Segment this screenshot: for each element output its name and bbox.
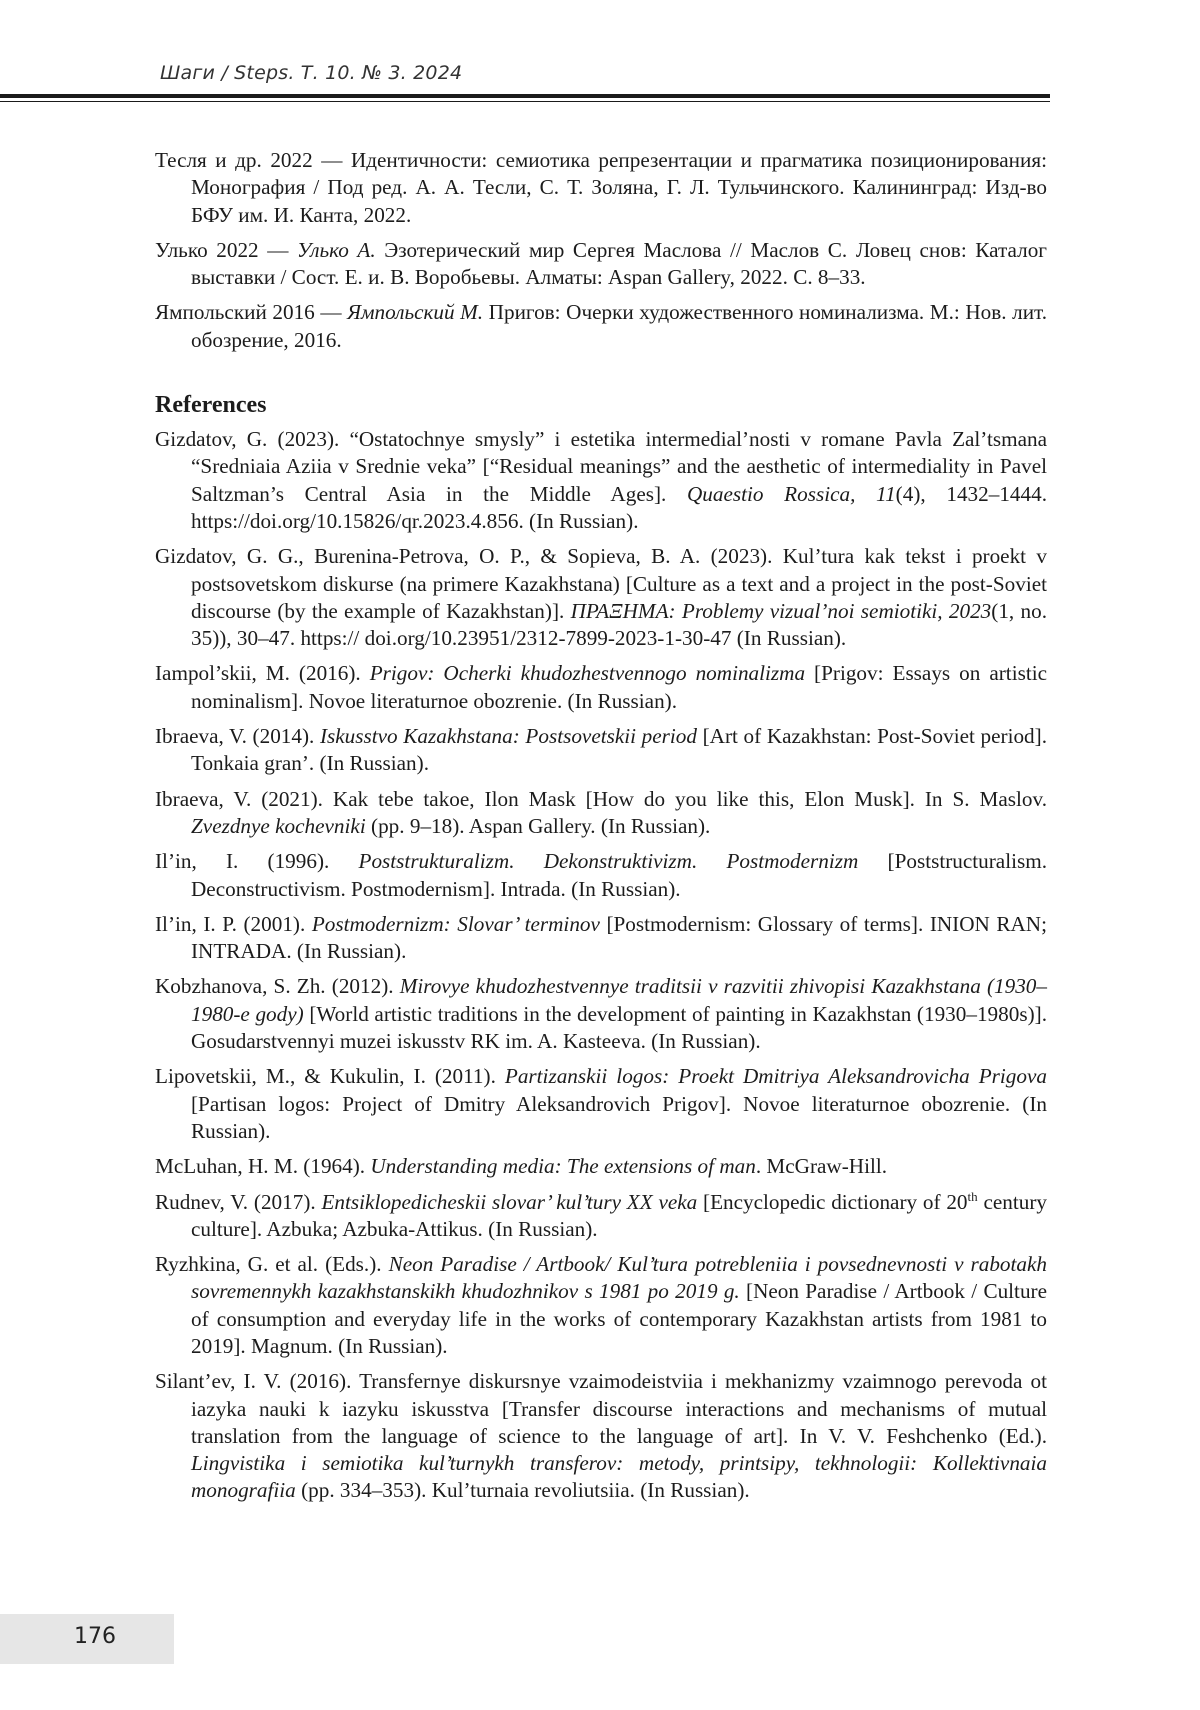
reference-text: (1, no. 35)), 30–47. https:// doi.org/10.23951/2312-7899-2023-1-30-47 (In Russian).	[191, 598, 1047, 651]
reference-text: Gizdatov, G. (2023). “Ostatochnye smysly” i estetika intermedial’nosti v romane Pavla Zal’tsmana “Sredniaia Aziia v Srednie veka” [“Residual meanings” and the aesthetic of intermediality in Pavel Saltzman’s Central Asia in the Middle Ages].	[155, 427, 1047, 506]
reference-title-italic: Iskusstvo Kazakhstana: Postsovetskii period	[319, 724, 697, 749]
reference-text: Тесля и др. 2022 — Идентичности: семиотика репрезентации и прагматика позиционирования: Монография / Под ред. А. А. Тесли, С. Т. Золяна, Г. Л. Тульчинского. Калининград: Изд-во БФУ им. И. Канта, 2022.	[155, 148, 1047, 227]
reference-text: Эзотерический мир Сергея Маслова // Маслов С. Ловец снов: Каталог выставки / Сост. Е. и. В. Воробьевы. Алматы: Aspan Gallery, 2022. С. 8–33.	[191, 237, 1047, 290]
reference-text: century culture]. Azbuka; Azbuka-Attikus. (In Russian).	[191, 1189, 1047, 1241]
russian-reference-entry	[155, 147, 1047, 229]
reference-text: (4), 1432–1444. https://doi.org/10.15826/qr.2023.4.856. (In Russian).	[191, 481, 1047, 533]
reference-entry	[155, 426, 1047, 535]
reference-text: Gizdatov, G. G., Burenina-Petrova, O. P., & Sopieva, B. A. (2023). Kul’tura kak tekst i proekt v postsovetskom diskurse (na primere Kazakhstana) [Culture as a text and a project in the post-Soviet discourse (by the example of Kazakhstan)].	[155, 544, 1047, 623]
reference-title-italic: ΠΡΑΞΗΜΑ: Problemy vizual’noi semiotiki, 2023	[570, 598, 992, 623]
running-head: Шаги / Steps. Т. 10. № 3. 2024	[160, 62, 463, 84]
reference-title-italic: Poststrukturalizm. Dekonstruktivizm. Postmodernizm	[358, 849, 859, 874]
reference-title-italic: Partizanskii logos: Proekt Dmitriya Aleksandrovicha Prigova	[504, 1064, 1047, 1089]
reference-text: Lipovetskii, M., & Kukulin, I. (2011).	[155, 1064, 505, 1089]
reference-text: Iampol’skii, M. (2016).	[155, 661, 370, 686]
reference-entry	[155, 1368, 1047, 1504]
reference-text: McLuhan, H. M. (1964).	[155, 1154, 371, 1179]
reference-entry	[155, 786, 1047, 841]
reference-text: [Postmodernism: Glossary of terms]. INION RAN; INTRADA. (In Russian).	[191, 911, 1047, 964]
reference-title-italic: Quaestio Rossica, 11	[687, 481, 896, 506]
russian-reference-entry	[155, 237, 1047, 292]
page-number-box	[0, 1614, 174, 1664]
reference-title-italic: Mirovye khudozhestvennye traditsii v razvitii zhivopisi Kazakhstana (1930–1980-e gody)	[191, 974, 1047, 1026]
reference-text: [Prigov: Essays on artistic nominalism]. Novoe literaturnoe obozrenie. (In Russian).	[191, 661, 1047, 713]
reference-entry	[155, 1251, 1047, 1360]
reference-superscript: th	[967, 1188, 978, 1204]
reference-text: [Encyclopedic dictionary of 20	[697, 1189, 968, 1214]
reference-text: Ryzhkina, G. et al. (Eds.).	[155, 1252, 389, 1277]
reference-text: Kobzhanova, S. Zh. (2012).	[155, 974, 400, 999]
reference-title-italic: Neon Paradise / Artbook/ Kul’tura potrebleniia i povsednevnosti v rabotakh sovremennykh kazakhstanskikh khudozhnikov s 1981 po 2019 g.	[191, 1252, 1047, 1304]
reference-entry	[155, 848, 1047, 903]
reference-entry	[155, 1153, 1047, 1180]
reference-text: Il’in, I. (1996).	[155, 849, 359, 874]
reference-text: (pp. 9–18). Aspan Gallery. (In Russian).	[365, 813, 711, 838]
reference-title-italic: Ямпольский М.	[347, 300, 484, 325]
reference-title-italic: Zvezdnye kochevniki	[191, 813, 366, 838]
reference-entry	[155, 660, 1047, 715]
reference-entry	[155, 1063, 1047, 1145]
reference-entry	[155, 543, 1047, 652]
reference-text: Пригов: Очерки художественного номинализма. М.: Нов. лит. обозрение, 2016.	[191, 300, 1047, 352]
reference-entry	[155, 911, 1047, 966]
reference-title-italic: Улько А.	[297, 237, 376, 262]
reference-text: [Art of Kazakhstan: Post-Soviet period]. Tonkaia gran’. (In Russian).	[191, 724, 1047, 776]
reference-text: [Neon Paradise / Artbook / Culture of consumption and everyday life in the works of contemporary Kazakhstan artists from 1981 to 2019]. Magnum. (In Russian).	[191, 1279, 1047, 1358]
reference-list	[155, 426, 1047, 1505]
reference-text: Ямпольский 2016 —	[155, 300, 348, 325]
reference-entry	[155, 723, 1047, 778]
reference-title-italic: Lingvistika i semiotika kul’turnykh transferov: metody, printsipy, tekhnologii: Kollektivnaia monografiia	[191, 1451, 1047, 1503]
reference-text: Ibraeva, V. (2014).	[155, 724, 320, 749]
reference-entry	[155, 973, 1047, 1055]
reference-title-italic: Entsiklopedicheskii slovar’ kul’tury XX veka	[321, 1189, 698, 1214]
reference-text: Rudnev, V. (2017).	[155, 1189, 322, 1214]
header-rule-thick	[0, 94, 1050, 98]
header-rule-thin	[0, 101, 1050, 102]
reference-text: [Poststructuralism. Deconstructivism. Postmodernism]. Intrada. (In Russian).	[191, 849, 1047, 901]
page-body	[155, 147, 1047, 1513]
reference-text: (pp. 334–353). Kul’turnaia revoliutsiia. (In Russian).	[295, 1478, 750, 1503]
russian-reference-list	[155, 147, 1047, 354]
reference-entry	[155, 1189, 1047, 1244]
references-heading: References	[155, 392, 267, 419]
page-number: 176	[74, 1624, 116, 1649]
reference-title-italic: Understanding media: The extensions of man	[370, 1154, 756, 1179]
reference-title-italic: Prigov: Ocherki khudozhestvennogo nominalizma	[369, 661, 806, 686]
reference-text: [Partisan logos: Project of Dmitry Aleksandrovich Prigov]. Novoe literaturnoe obozrenie. (In Russian).	[191, 1091, 1047, 1143]
reference-text: Ibraeva, V. (2021). Kak tebe takoe, Ilon Mask [How do you like this, Elon Musk]. In S. Maslov.	[155, 786, 1047, 811]
reference-text: Il’in, I. P. (2001).	[155, 911, 312, 936]
reference-text: Улько 2022 —	[155, 237, 298, 262]
reference-text: Silant’ev, I. V. (2016). Transfernye diskursnye vzaimodeistviia i mekhanizmy vzaimnogo perevoda ot iazyka nauki k iazyku iskusstva [Transfer discourse interactions and mechanisms of mutual translation from the language of science to the language of art]. In V. V. Feshchenko (Ed.).	[155, 1369, 1047, 1448]
reference-text: [World artistic traditions in the development of painting in Kazakhstan (1930–1980s)]. Gosudarstvennyi muzei iskusstv RK im. A. Kasteeva. (In Russian).	[191, 1001, 1047, 1054]
reference-title-italic: Postmodernizm: Slovar’ terminov	[311, 911, 600, 936]
reference-text: . McGraw-Hill.	[755, 1154, 888, 1179]
russian-reference-entry	[155, 299, 1047, 354]
